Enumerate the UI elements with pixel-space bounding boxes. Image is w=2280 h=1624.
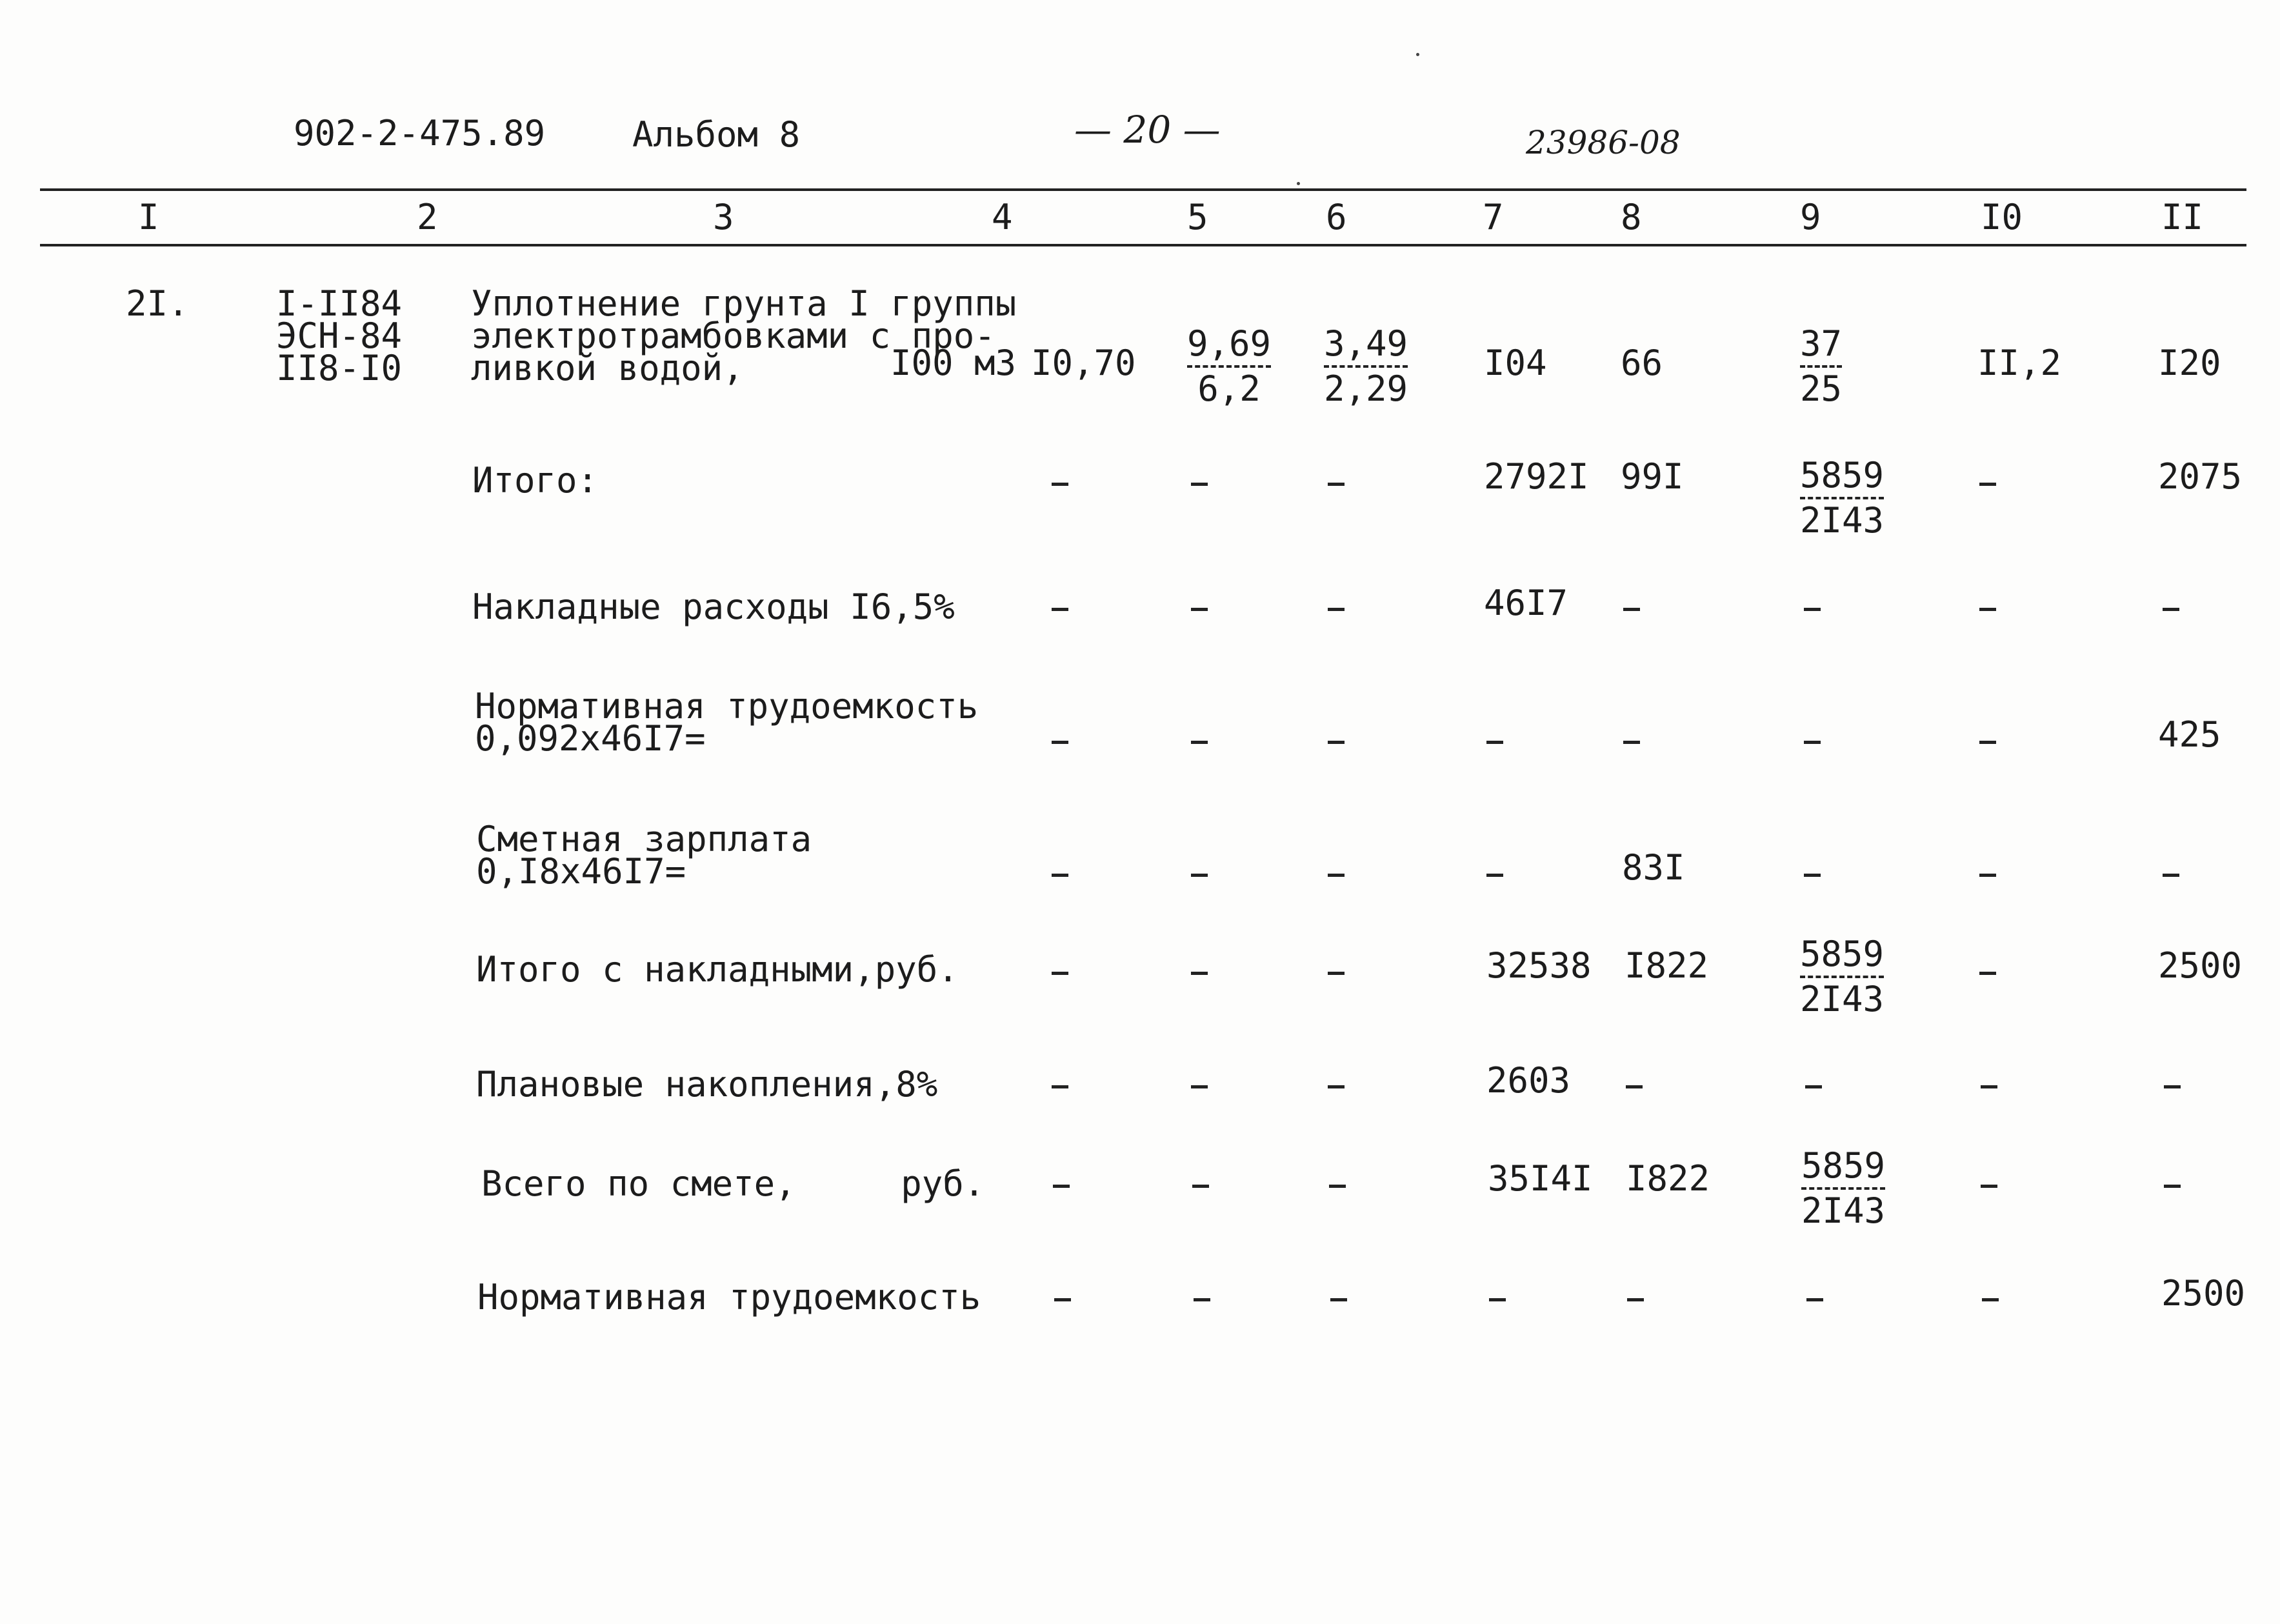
row-label: Накладные расходы I6,5% <box>472 586 955 627</box>
dash-col4 <box>1052 483 1068 486</box>
fraction-bottom: 2I43 <box>1801 1190 1886 1231</box>
dash-col11 <box>2163 874 2179 877</box>
fraction-top: 9,69 <box>1187 326 1271 368</box>
dash-col7 <box>1486 874 1503 877</box>
dash-col9 <box>1806 1298 1823 1301</box>
entry-col9-fraction <box>1800 323 1843 409</box>
dash-col6 <box>1328 741 1345 744</box>
dash-col5 <box>1191 972 1208 975</box>
row-label: Всего по смете, руб. <box>481 1163 985 1204</box>
dash-col6 <box>1328 1085 1345 1088</box>
entry-col7: I04 <box>1484 343 1547 383</box>
dash-col4 <box>1052 874 1068 877</box>
dash-col10 <box>1979 608 1996 611</box>
dash-col7 <box>1489 1298 1506 1301</box>
row-label: Плановые накопления,8% <box>476 1064 938 1105</box>
dash-col10 <box>1981 1185 1997 1188</box>
dash-col4 <box>1052 741 1068 744</box>
column-number: I <box>138 197 159 237</box>
entry-number: 2I. <box>126 283 189 324</box>
dash-col6 <box>1328 874 1345 877</box>
row-col8: I822 <box>1626 1158 1710 1199</box>
column-number: 4 <box>992 197 1013 237</box>
entry-description: ливкой водой, <box>471 348 744 388</box>
dash-col5 <box>1191 874 1208 877</box>
row-label: Итого: <box>472 460 599 501</box>
row-col7: 32538 <box>1486 945 1592 986</box>
dash-col5 <box>1194 1298 1210 1301</box>
dash-col10 <box>1979 483 1996 486</box>
fraction-top: 5859 <box>1800 458 1884 499</box>
row-label: Сметная зарплата <box>476 819 812 859</box>
row-label: 0,I8x46I7= <box>476 851 686 892</box>
dash-col10 <box>1979 741 1996 744</box>
row-col7: 2603 <box>1486 1060 1571 1101</box>
row-col9-fraction <box>1800 934 1885 1019</box>
fraction-bottom: 6,2 <box>1197 368 1261 409</box>
dash-col10 <box>1981 1085 1997 1088</box>
page-number: — 20 — <box>1074 108 1221 152</box>
scan-speck <box>1416 53 1419 56</box>
row-col7: 2792I <box>1484 456 1589 497</box>
dash-col4 <box>1053 1185 1070 1188</box>
entry-col5-fraction <box>1187 323 1272 409</box>
fraction-top: 5859 <box>1801 1148 1885 1190</box>
dash-col5 <box>1191 741 1208 744</box>
entry-reference: ЭСН-84 <box>276 316 403 356</box>
entry-quantity: I0,70 <box>1031 343 1136 383</box>
dash-col11 <box>2164 1085 2181 1088</box>
column-number: 9 <box>1800 197 1821 237</box>
row-col9-fraction <box>1801 1145 1886 1231</box>
table-header-rule <box>40 244 2246 246</box>
entry-description: Уплотнение грунта I группы <box>471 283 1017 324</box>
fraction-bottom: 2I43 <box>1800 500 1885 541</box>
scan-speck <box>1297 182 1300 185</box>
fraction-top: 37 <box>1800 326 1842 368</box>
row-label: Итого с накладными,руб. <box>476 949 959 990</box>
dash-col10 <box>1979 874 1996 877</box>
column-number: 3 <box>713 197 734 237</box>
dash-col9 <box>1805 1085 1822 1088</box>
dash-col5 <box>1191 1085 1208 1088</box>
entry-col6-fraction <box>1324 323 1408 409</box>
dash-col10 <box>1982 1298 1999 1301</box>
fraction-top: 3,49 <box>1324 326 1408 368</box>
album-label: Альбом 8 <box>632 114 801 155</box>
dash-col6 <box>1328 972 1345 975</box>
row-col8: 83I <box>1622 847 1685 888</box>
row-col11: 2075 <box>2158 456 2243 497</box>
column-number: II <box>2161 197 2204 237</box>
entry-col10: II,2 <box>1977 343 2062 383</box>
dash-col9 <box>1804 741 1821 744</box>
column-number: 2 <box>417 197 438 237</box>
dash-col8 <box>1627 1298 1644 1301</box>
dash-col9 <box>1804 608 1821 611</box>
entry-col11: I20 <box>2158 343 2221 383</box>
fraction-bottom: 2,29 <box>1324 368 1408 409</box>
row-label: Нормативная трудоемкость <box>477 1277 981 1318</box>
row-col11: 2500 <box>2161 1273 2246 1314</box>
entry-unit: I00 м3 <box>890 343 1017 383</box>
column-number: 5 <box>1187 197 1208 237</box>
dash-col6 <box>1329 1185 1346 1188</box>
row-col8: I822 <box>1625 945 1709 986</box>
dash-col6 <box>1328 483 1345 486</box>
dash-col4 <box>1052 608 1068 611</box>
sheet-code: 23986-08 <box>1526 124 1681 161</box>
fraction-bottom: 2I43 <box>1800 979 1885 1019</box>
row-label: Нормативная трудоемкость <box>475 686 979 727</box>
document-code: 902-2-475.89 <box>294 113 546 154</box>
table-top-rule <box>40 188 2246 191</box>
dash-col6 <box>1330 1298 1347 1301</box>
dash-col4 <box>1054 1298 1071 1301</box>
column-number: 7 <box>1483 197 1504 237</box>
dash-col8 <box>1623 741 1640 744</box>
dash-col5 <box>1191 483 1208 486</box>
dash-col9 <box>1804 874 1821 877</box>
dash-col4 <box>1052 972 1068 975</box>
row-col11: 425 <box>2158 714 2221 755</box>
fraction-top: 5859 <box>1800 937 1884 978</box>
dash-col8 <box>1626 1085 1643 1088</box>
entry-col8: 66 <box>1621 343 1663 383</box>
dash-col5 <box>1191 608 1208 611</box>
dash-col7 <box>1486 741 1503 744</box>
entry-reference: I-II84 <box>276 283 403 324</box>
dash-col11 <box>2164 1185 2181 1188</box>
dash-col8 <box>1623 608 1640 611</box>
dash-col5 <box>1192 1185 1209 1188</box>
dash-col6 <box>1328 608 1345 611</box>
row-label: 0,092x46I7= <box>475 718 706 759</box>
row-col9-fraction <box>1800 455 1885 541</box>
fraction-bottom: 25 <box>1800 368 1843 409</box>
row-col8: 99I <box>1621 456 1684 497</box>
column-number: 8 <box>1621 197 1642 237</box>
dash-col11 <box>2163 608 2179 611</box>
entry-description: электротрамбовками с про- <box>471 316 995 356</box>
row-col11: 2500 <box>2158 945 2243 986</box>
entry-reference: II8-I0 <box>276 348 403 388</box>
column-number: I0 <box>1981 197 2023 237</box>
dash-col4 <box>1052 1085 1068 1088</box>
row-col7: 35I4I <box>1488 1158 1593 1199</box>
column-number: 6 <box>1326 197 1347 237</box>
dash-col10 <box>1979 972 1996 975</box>
row-col7: 46I7 <box>1484 583 1568 623</box>
